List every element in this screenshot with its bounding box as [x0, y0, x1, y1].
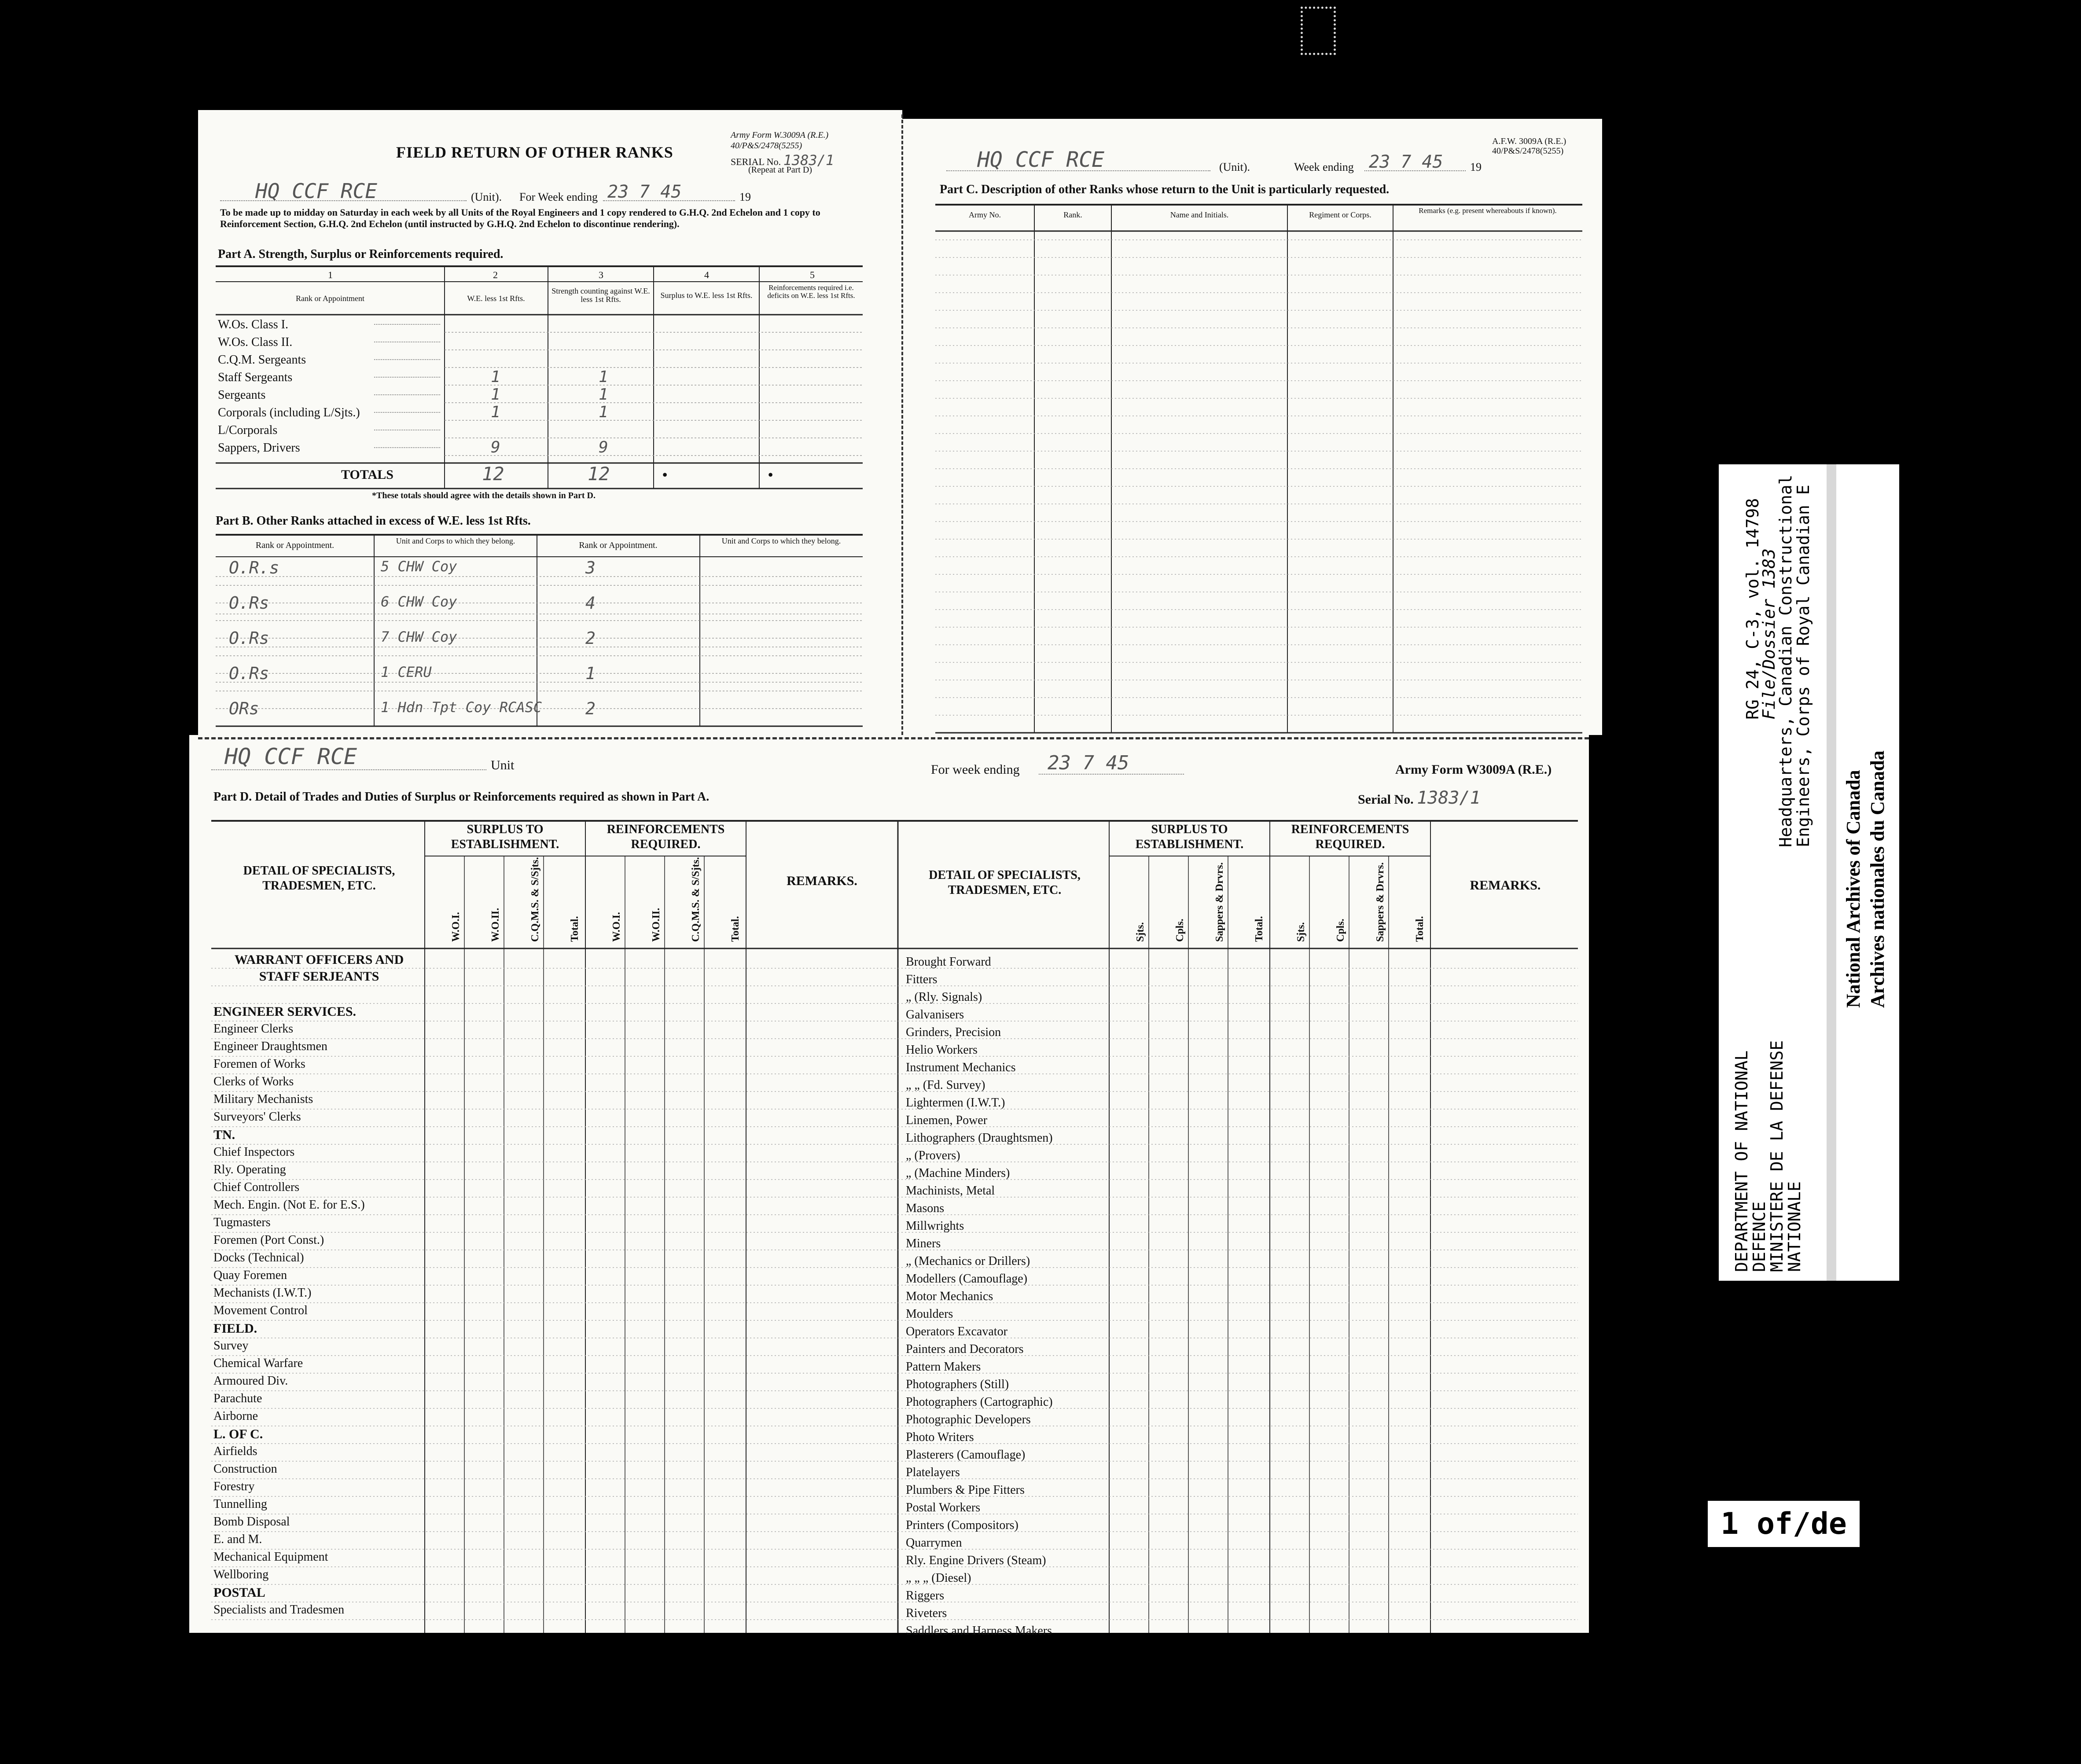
pd-right-subcol: Total.	[1254, 916, 1265, 942]
unit-row	[220, 179, 880, 205]
pd-right-item: Modellers (Camouflage)	[906, 1272, 1028, 1286]
pd-left-item: POSTAL	[213, 1585, 265, 1600]
part-c-unit-label: (Unit).	[1219, 161, 1250, 173]
pd-left-item: Airfields	[213, 1444, 257, 1458]
pd-right-detail-header: DETAIL OF SPECIALISTS, TRADESMEN, ETC.	[929, 868, 1081, 897]
instructions: To be made up to midday on Saturday in each week by all Units of the Royal Engineers and 1 copy rendered to G.H.Q. 2nd Echelon and 1 copy to Reinforcement Section, G.H.Q. 2nd Echelon (until instructed by G.H.Q. 2nd Echelon to discontinue rendering).	[220, 207, 820, 229]
part-b-row-count: 2	[585, 628, 596, 648]
part-b-row-count: 3	[585, 558, 596, 577]
pd-left-item: Foremen of Works	[213, 1057, 305, 1071]
pd-left-item: Engineer Draughtsmen	[213, 1040, 327, 1053]
pd-right-item: Rly. Engine Drivers (Steam)	[906, 1554, 1046, 1567]
army-form-line1: Army Form W.3009A (R.E.)	[731, 130, 829, 140]
pd-right-item: Photographers (Cartographic)	[906, 1395, 1053, 1409]
pd-left-item: Forestry	[213, 1480, 255, 1493]
pd-right-item: Lightermen (I.W.T.)	[906, 1096, 1005, 1110]
pd-left-item: Wellboring	[213, 1568, 269, 1581]
pd-left-item: Chief Controllers	[213, 1180, 300, 1194]
part-a-col-rank: Rank or Appointment	[296, 294, 364, 303]
pd-left-item: Armoured Div.	[213, 1374, 288, 1388]
pd-right-item: Instrument Mechanics	[906, 1061, 1016, 1074]
label-nac-en: National Archives of Canada	[1842, 770, 1864, 1008]
part-b-row-count: 1	[585, 664, 596, 683]
part-c-col-regiment: Regiment or Corps.	[1309, 210, 1371, 219]
pd-left-reinf-header: REINFORCEMENTS REQUIRED.	[607, 823, 725, 851]
part-b-row-count: 4	[585, 593, 596, 613]
part-a-row-rank: Staff Sergeants	[218, 371, 293, 384]
form-title: FIELD RETURN OF OTHER RANKS	[396, 143, 673, 161]
pd-right-item: Painters and Decorators	[906, 1342, 1024, 1356]
pd-left-item: Tugmasters	[213, 1216, 271, 1229]
pd-left-item: Airborne	[213, 1409, 258, 1423]
part-a-col-surplus: Surplus to W.E. less 1st Rfts.	[660, 291, 753, 300]
unit-label: (Unit).	[471, 191, 502, 203]
pd-right-item: Plasterers (Camouflage)	[906, 1448, 1026, 1462]
part-d-week-value: 23 7 45	[1048, 752, 1129, 774]
part-a-row-rank: W.Os. Class II.	[218, 335, 293, 349]
pd-right-item: Brought Forward	[906, 955, 991, 969]
pd-right-subcol: Total.	[1414, 916, 1426, 942]
part-a-row-strength: 1	[599, 368, 608, 386]
pd-left-item: Surveyors' Clerks	[213, 1110, 301, 1124]
part-c-week-suffix: 19	[1470, 161, 1482, 173]
label-line1: RG 24, C-3, vol. 14798	[1743, 498, 1762, 720]
part-b-row-rank: O.Rs	[229, 593, 269, 613]
part-d-unit-value: HQ CCF RCE	[224, 744, 357, 769]
pd-left-item: ENGINEER SERVICES.	[213, 1004, 357, 1019]
part-c-heading: Part C. Description of other Ranks whose return to the Unit is particularly requested.	[940, 183, 1390, 196]
label-line2: File/Dossier 1383	[1759, 548, 1779, 720]
part-c-col-remarks: Remarks (e.g. present whereabouts if known).	[1419, 206, 1557, 215]
pd-left-item: E. and M.	[213, 1532, 262, 1546]
part-c-form-line1: A.F.W. 3009A (R.E.)	[1492, 136, 1566, 146]
week-value: 23 7 45	[607, 182, 682, 202]
part-c-col-name: Name and Initials.	[1170, 210, 1229, 219]
part-d-week-label: For week ending	[931, 762, 1020, 777]
pd-right-item: „ (Provers)	[906, 1149, 960, 1162]
pd-left-subcol: W.O.I.	[611, 912, 622, 942]
pd-left-subcol: Total.	[730, 916, 741, 942]
pd-left-item: Clerks of Works	[213, 1075, 294, 1088]
part-b-row-rank: O.R.s	[229, 558, 279, 577]
part-a-col-we: W.E. less 1st Rfts.	[467, 294, 525, 303]
pd-left-item: Military Mechanists	[213, 1092, 313, 1106]
part-a-row-rank: C.Q.M. Sergeants	[218, 353, 306, 367]
pd-right-subcol: Sappers & Drvrs.	[1214, 862, 1225, 942]
repeat-note: (Repeat at Part D)	[748, 165, 812, 175]
part-a-row-strength: 9	[599, 438, 608, 456]
unit-value: HQ CCF RCE	[255, 179, 377, 203]
part-a-row-strength: 1	[599, 386, 608, 404]
part-c-col-army-no: Army No.	[969, 210, 1001, 219]
part-d-unit-dotline	[211, 769, 486, 770]
pd-right-item: Lithographers (Draughtsmen)	[906, 1131, 1053, 1145]
pd-right-item: Photographers (Still)	[906, 1378, 1009, 1391]
pd-right-item: Platelayers	[906, 1466, 960, 1479]
pd-left-item: FIELD.	[213, 1321, 257, 1336]
pd-left-item: Mechanists (I.W.T.)	[213, 1286, 312, 1300]
part-a-row-dots	[374, 359, 440, 360]
part-a-row-dots	[374, 394, 440, 395]
part-c-col-rank: Rank.	[1063, 210, 1082, 219]
pd-left-item: Specialists and Tradesmen	[213, 1603, 345, 1617]
part-a-colnum-2: 2	[493, 269, 498, 280]
film-marker-icon	[1301, 7, 1336, 55]
part-a-row-we: 1	[491, 368, 500, 386]
pd-right-item: Motor Mechanics	[906, 1290, 993, 1303]
week-label: For Week ending	[519, 191, 598, 203]
part-c-form-line2: 40/P&S/2478(5255)	[1492, 146, 1564, 156]
part-a-row-rank: L/Corporals	[218, 423, 278, 437]
pd-right-item: Moulders	[906, 1307, 953, 1321]
pd-right-item: Plumbers & Pipe Fitters	[906, 1483, 1025, 1497]
part-b-col-rank2: Rank or Appointment.	[579, 540, 658, 550]
pd-left-item: Docks (Technical)	[213, 1251, 304, 1264]
pd-right-item: Riveters	[906, 1606, 947, 1620]
part-a-row-dots	[374, 447, 440, 448]
part-b-row-rank: O.Rs	[229, 628, 269, 648]
pd-right-reinf-header: REINFORCEMENTS REQUIRED.	[1291, 823, 1409, 851]
pd-right-item: „ (Mechanics or Drillers)	[906, 1254, 1030, 1268]
part-a-row-dots	[374, 324, 440, 325]
pd-right-item: Quarrymen	[906, 1536, 962, 1550]
pd-right-item: Fitters	[906, 973, 938, 986]
part-d-unit-label: Unit	[491, 758, 515, 772]
pd-right-item: Masons	[906, 1202, 945, 1215]
totals-strength: 12	[588, 463, 610, 485]
part-a-row-dots	[374, 412, 440, 413]
pd-left-subcol: C.Q.M.S. & S/Sjts.	[529, 857, 541, 942]
pd-right-item: Grinders, Precision	[906, 1025, 1001, 1039]
pd-right-item: Helio Workers	[906, 1043, 978, 1057]
pd-right-item: „ (Machine Minders)	[906, 1166, 1010, 1180]
pd-right-item: Photo Writers	[906, 1430, 974, 1444]
part-c-unit-value: HQ CCF RCE	[977, 147, 1104, 172]
label-line7: MINISTERE DE LA DEFENSE	[1767, 1040, 1787, 1272]
part-d-unit-row	[211, 744, 1585, 779]
part-a-row-strength: 1	[599, 403, 608, 421]
pd-left-item: TN.	[213, 1128, 235, 1142]
pd-left-item: Chemical Warfare	[213, 1356, 303, 1370]
part-b-col-rank: Rank or Appointment.	[255, 540, 335, 550]
label-line8: NATIONALE	[1785, 1181, 1804, 1272]
part-d-serial-row	[1358, 788, 1481, 808]
pd-left-remarks-header: REMARKS.	[787, 874, 857, 888]
part-c-unit-row	[946, 147, 1585, 178]
perforation-horizontal	[198, 737, 1589, 739]
part-d-heading: Part D. Detail of Trades and Duties of Surplus or Reinforcements required as shown in Part A.	[213, 790, 710, 804]
part-a-colnum-5: 5	[810, 269, 815, 280]
part-b-row-unit: 6 CHW Coy	[381, 593, 457, 610]
part-a-footnote: *These totals should agree with the details shown in Part D.	[372, 491, 596, 500]
totals-we: 12	[482, 463, 504, 485]
pd-right-item: Linemen, Power	[906, 1114, 988, 1127]
pd-left-item: Quay Foremen	[213, 1268, 287, 1282]
army-form-ref	[731, 130, 828, 151]
part-b-heading: Part B. Other Ranks attached in excess of W.E. less 1st Rfts.	[216, 514, 531, 528]
army-form-line2: 40/P&S/2478(5255)	[731, 141, 802, 151]
totals-star-surplus: •	[662, 467, 668, 482]
pd-right-item: „ (Rly. Signals)	[906, 990, 982, 1004]
pd-right-item: Machinists, Metal	[906, 1184, 995, 1198]
part-a-row-dots	[374, 377, 440, 378]
pd-right-surplus-header: SURPLUS TO ESTABLISHMENT.	[1135, 823, 1244, 851]
part-b-row-unit: 5 CHW Coy	[381, 558, 457, 575]
week-suffix: 19	[739, 191, 751, 203]
pd-left-item: Mech. Engin. (Not E. for E.S.)	[213, 1198, 365, 1212]
pd-left-item: Tunnelling	[213, 1497, 267, 1511]
part-b-row-rank: ORs	[229, 699, 259, 718]
pd-right-item: Riggers	[906, 1589, 945, 1602]
unit-dotline	[220, 200, 467, 201]
pd-left-item: Survey	[213, 1339, 249, 1352]
pd-right-item: Saddlers and Harness Makers	[906, 1624, 1052, 1638]
part-c-week-value: 23 7 45	[1369, 152, 1443, 172]
part-d-army-form: Army Form W3009A (R.E.)	[1395, 762, 1552, 777]
pd-right-subcol: Cpls.	[1174, 919, 1186, 942]
pd-left-item: Foremen (Port Const.)	[213, 1233, 324, 1247]
pd-left-item: Engineer Clerks	[213, 1022, 294, 1036]
pd-left-item: Bomb Disposal	[213, 1515, 290, 1529]
archive-label-card	[1719, 464, 1899, 1281]
pd-left-item: Parachute	[213, 1392, 262, 1405]
perforation-vertical	[901, 114, 903, 735]
pd-right-remarks-header: REMARKS.	[1470, 878, 1541, 893]
part-a-row-we: 1	[491, 386, 500, 404]
pd-left-item: Mechanical Equipment	[213, 1550, 328, 1564]
part-a-row-we: 1	[491, 403, 500, 421]
pd-left-detail-header: DETAIL OF SPECIALISTS, TRADESMEN, ETC.	[243, 864, 395, 893]
part-d-serial-label: Serial No.	[1358, 792, 1414, 807]
pd-right-subcol: Cpls.	[1335, 919, 1346, 942]
pd-right-item: Printers (Compositors)	[906, 1518, 1018, 1532]
part-a-colnum-3: 3	[599, 269, 603, 280]
part-b-col-unit: Unit and Corps to which they belong.	[396, 537, 515, 545]
pd-left-item: L. OF C.	[213, 1427, 263, 1441]
part-c-unit-dotline	[946, 170, 1210, 171]
label-line5: DEPARTMENT OF NATIONAL	[1732, 1050, 1751, 1272]
pd-left-subcol: C.Q.M.S. & S/Sjts.	[690, 857, 702, 942]
pd-right-subcol: Sappers & Drvrs.	[1375, 862, 1386, 942]
part-b-row-unit: 7 CHW Coy	[381, 628, 457, 645]
part-a-row-rank: Sappers, Drivers	[218, 441, 300, 455]
part-b-row-rank: O.Rs	[229, 664, 269, 683]
pd-right-item: Photographic Developers	[906, 1413, 1031, 1426]
part-a-row-rank: Sergeants	[218, 388, 266, 402]
pd-right-subcol: Sjts.	[1295, 922, 1307, 942]
label-line6: DEFENCE	[1750, 1201, 1769, 1272]
part-b-row-unit: 1 Hdn Tpt Coy RCASC	[381, 699, 542, 716]
pd-right-item: Operators Excavator	[906, 1325, 1007, 1338]
part-c-week-dotline	[1364, 170, 1466, 171]
pd-left-item: Construction	[213, 1462, 277, 1476]
part-d-week-dotline	[1039, 774, 1184, 775]
pd-right-subcol: Sjts.	[1135, 922, 1146, 942]
pd-left-surplus-header: SURPLUS TO ESTABLISHMENT.	[451, 823, 559, 851]
pd-left-subcol: Total.	[569, 916, 581, 942]
label-line4: Engineers, Corps of Royal Canadian E	[1794, 485, 1813, 847]
part-a-colnum-4: 4	[704, 269, 709, 280]
serial-value: 1383/1	[783, 152, 835, 169]
pd-right-item: Postal Workers	[906, 1501, 981, 1514]
part-b-row-unit: 1 CERU	[381, 664, 432, 680]
pd-left-subcol: W.O.I.	[450, 912, 462, 942]
part-a-row-we: 9	[491, 438, 500, 456]
page-marker: 1 of/de	[1708, 1501, 1860, 1547]
pd-left-item: Movement Control	[213, 1304, 308, 1317]
label-nac-fr: Archives nationales du Canada	[1867, 750, 1888, 1008]
pd-right-item: Galvanisers	[906, 1008, 964, 1022]
totals-star-reinf: •	[768, 467, 773, 482]
pd-left-item: Chief Inspectors	[213, 1145, 295, 1159]
part-b-col-unit2: Unit and Corps to which they belong.	[721, 537, 841, 545]
pd-right-item: Pattern Makers	[906, 1360, 981, 1374]
pd-left-section-header: WARRANT OFFICERS AND STAFF SERJEANTS	[234, 952, 404, 984]
pd-left-subcol: W.O.II.	[651, 908, 662, 942]
part-a-colnum-1: 1	[328, 269, 333, 280]
label-line3: Headquarters, Canadian Constructional	[1776, 474, 1795, 847]
part-a-col-reinf: Reinforcements required i.e. deficits on W.E. less 1st Rfts.	[767, 283, 855, 300]
pd-right-item: Miners	[906, 1237, 941, 1250]
part-b-row-count: 2	[585, 699, 596, 718]
part-c-week-label: Week ending	[1294, 161, 1354, 173]
totals-label: TOTALS	[341, 467, 393, 482]
pd-left-subcol: W.O.II.	[490, 908, 501, 942]
part-a-col-strength: Strength counting against W.E. less 1st Rfts.	[552, 287, 650, 304]
pd-right-item: Millwrights	[906, 1219, 964, 1233]
label-stripe	[1827, 464, 1836, 1281]
part-a-row-rank: W.Os. Class I.	[218, 318, 288, 331]
pd-right-item: „ „ „ (Diesel)	[906, 1571, 971, 1585]
pd-left-item: Rly. Operating	[213, 1163, 286, 1176]
part-d-serial-value: 1383/1	[1417, 788, 1481, 808]
serial-label: SERIAL No.	[731, 156, 781, 167]
part-a-heading: Part A. Strength, Surplus or Reinforcements required.	[218, 247, 504, 261]
part-a-row-rank: Corporals (including L/Sjts.)	[218, 406, 360, 419]
week-dotline	[603, 200, 735, 201]
pd-right-item: „ „ (Fd. Survey)	[906, 1078, 985, 1092]
